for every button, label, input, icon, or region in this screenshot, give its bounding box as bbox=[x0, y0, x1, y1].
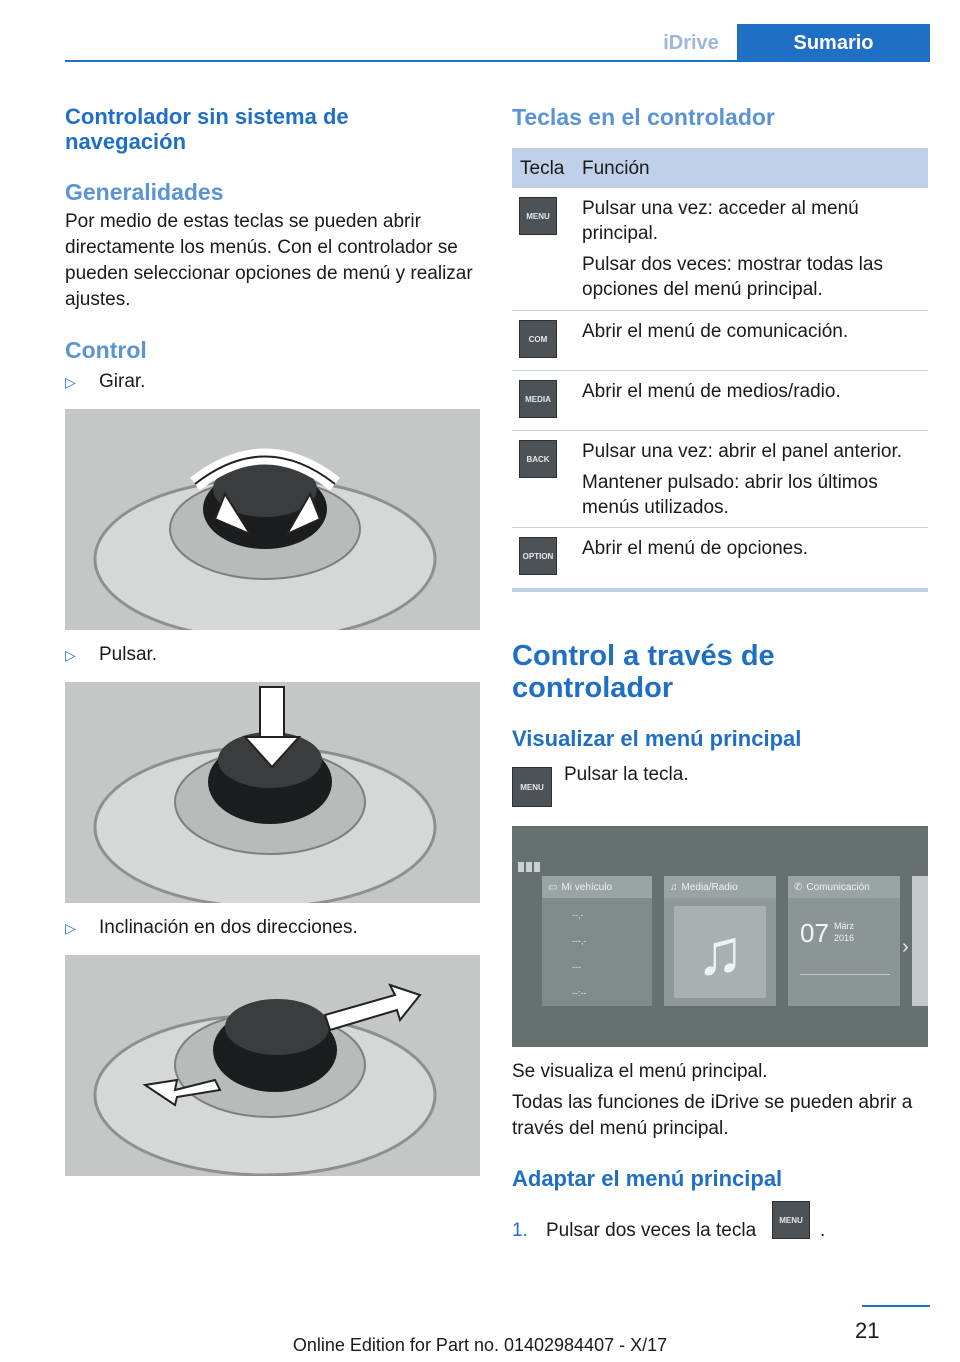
step-end: . bbox=[820, 1220, 826, 1241]
row-text: Mantener pulsado: abrir los últimos menús utilizados. bbox=[582, 472, 878, 518]
table-header bbox=[512, 148, 928, 188]
option-key-icon: OPTION bbox=[519, 537, 557, 575]
media-key-icon: MEDIA bbox=[519, 380, 557, 418]
table-row bbox=[512, 371, 928, 431]
table-row bbox=[512, 431, 928, 528]
tile-value: --- bbox=[572, 962, 581, 972]
menu-key-icon: MENU bbox=[772, 1201, 810, 1239]
date-month: März bbox=[834, 921, 854, 931]
footer-rule bbox=[862, 1305, 930, 1307]
press-key-text: Pulsar la tecla. bbox=[564, 764, 689, 785]
tile-divider bbox=[800, 974, 890, 975]
music-cover-icon: ♫ bbox=[674, 906, 766, 998]
date-day: 07 bbox=[800, 918, 829, 948]
menu-key-icon: MENU bbox=[519, 197, 557, 235]
generalidades-heading: Generalidades bbox=[65, 179, 224, 205]
chevron-right-icon: › bbox=[902, 936, 909, 958]
date-year: 2016 bbox=[834, 933, 855, 943]
menu-grid-icon bbox=[518, 860, 540, 874]
bullet-item-tilt: ▷ Inclinación en dos direcciones. bbox=[65, 917, 358, 938]
tile-value: ---,- bbox=[572, 936, 587, 946]
row-text: Pulsar una vez: abrir el panel anterior. bbox=[582, 441, 903, 462]
tile-next-partial bbox=[912, 876, 928, 1006]
bullet-item-press: ▷ Pulsar. bbox=[65, 644, 158, 665]
triangle-bullet-icon: ▷ bbox=[65, 374, 76, 390]
column-header-function: Función bbox=[582, 158, 650, 179]
controller-press-image bbox=[65, 682, 480, 903]
header-rule bbox=[65, 60, 930, 62]
idrive-main-menu-screen bbox=[512, 826, 928, 1047]
back-key-icon: BACK bbox=[519, 440, 557, 478]
row-text: Abrir el menú de comunicación. bbox=[582, 321, 849, 342]
after-text-1: Se visualiza el menú principal. bbox=[512, 1061, 768, 1082]
page-number: 21 bbox=[855, 1318, 880, 1343]
header-tab-idrive[interactable]: iDrive bbox=[663, 31, 719, 54]
menu-key-icon: MENU bbox=[512, 767, 552, 807]
header-tab-sumario[interactable]: Sumario bbox=[737, 24, 930, 62]
step-number: 1. bbox=[512, 1220, 528, 1241]
tile-media-radio-header: ♫ Media/Radio bbox=[664, 876, 776, 898]
tile-my-vehicle-header: ▭ Mi vehículo bbox=[542, 876, 652, 898]
controller-tilt-image bbox=[65, 955, 480, 1176]
triangle-bullet-icon: ▷ bbox=[65, 920, 76, 936]
row-text: Abrir el menú de opciones. bbox=[582, 538, 809, 559]
phone-icon: ✆ bbox=[794, 881, 803, 893]
tile-value: --,- bbox=[572, 910, 584, 920]
car-icon: ▭ bbox=[548, 881, 558, 893]
table-heading: Teclas en el controlador bbox=[512, 104, 775, 130]
step-text: Pulsar dos veces la tecla bbox=[546, 1220, 757, 1241]
table-row bbox=[512, 528, 928, 587]
com-key-icon: COM bbox=[519, 320, 557, 358]
table-bottom-rule bbox=[512, 588, 928, 592]
row-text: Abrir el menú de medios/radio. bbox=[582, 381, 841, 402]
control-heading: Control bbox=[65, 337, 147, 363]
tile-communication-header: ✆ Comunicación bbox=[788, 876, 900, 898]
adaptar-heading: Adaptar el menú principal bbox=[512, 1166, 783, 1191]
table-row bbox=[512, 188, 928, 311]
row-text: Pulsar dos veces: mostrar todas las opciones del menú principal. bbox=[582, 254, 883, 300]
triangle-bullet-icon: ▷ bbox=[65, 647, 76, 663]
table-row bbox=[512, 311, 928, 371]
music-note-icon: ♫ bbox=[670, 881, 678, 893]
edition-footer: Online Edition for Part no. 01402984407 - X/17 bbox=[292, 1335, 668, 1355]
tile-value: --:-- bbox=[572, 988, 587, 998]
controller-rotate-image bbox=[65, 409, 480, 630]
row-text: Pulsar una vez: acceder al menú principal. bbox=[582, 198, 859, 244]
visualizar-heading: Visualizar el menú principal bbox=[512, 726, 802, 751]
control-section-title: Control a través de controlador bbox=[512, 640, 775, 704]
after-text-2: Todas las funciones de iDrive se pueden abrir a través del menú principal. bbox=[512, 1092, 913, 1139]
generalidades-text: Por medio de estas teclas se pueden abrir directamente los menús. Con el controlador se pueden seleccionar opciones de menú y realizar ajustes. bbox=[65, 211, 473, 310]
column-header-key: Tecla bbox=[520, 158, 565, 179]
bullet-item-rotate: ▷ Girar. bbox=[65, 371, 146, 392]
section-title: Controlador sin sistema de navegación bbox=[65, 104, 349, 154]
